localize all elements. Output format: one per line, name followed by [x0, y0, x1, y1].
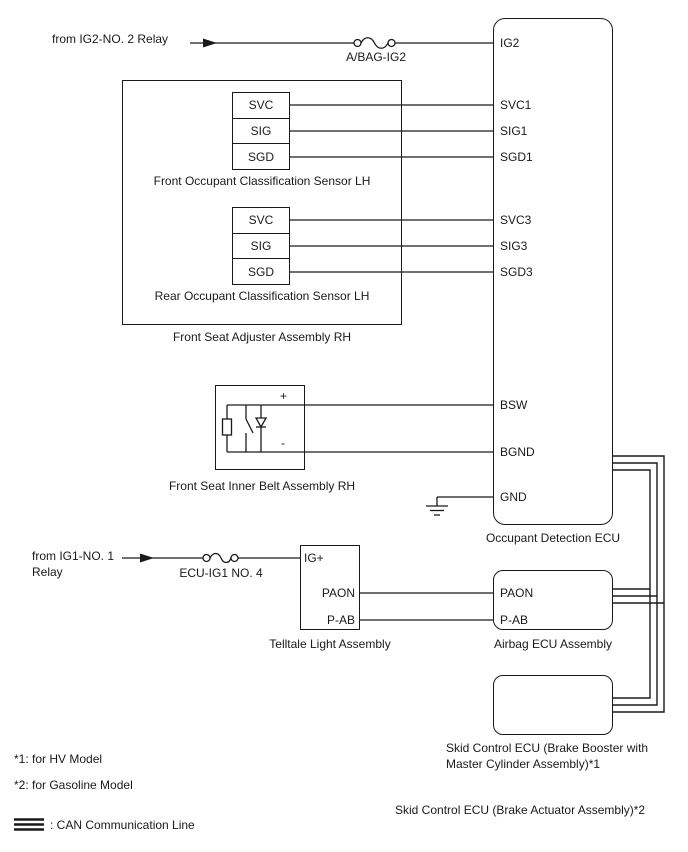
ecu-pin-gnd: GND [500, 490, 527, 504]
fuse-label-abag-ig2: A/BAG-IG2 [345, 50, 407, 64]
fuse-terminal-icon [388, 40, 395, 47]
occupant-detection-ecu-label: Occupant Detection ECU [485, 531, 621, 545]
seat-adjuster-label: Front Seat Adjuster Assembly RH [172, 330, 352, 344]
can-legend-icon [14, 820, 44, 830]
ig1-source-label-line2: Relay [32, 565, 63, 579]
belt-minus-terminal: - [281, 436, 285, 450]
telltale-label: Telltale Light Assembly [269, 637, 391, 651]
note-gasoline-model: *2: for Gasoline Model [14, 778, 133, 792]
front-occupant-sensor-box [232, 92, 290, 170]
skid-booster-label-line1: Skid Control ECU (Brake Booster with [446, 741, 649, 755]
can-line [613, 456, 664, 712]
pin-label: SVC [248, 98, 274, 113]
rear-sensor-pin-svc [233, 208, 289, 234]
telltale-pin-ig: IG+ [304, 551, 324, 565]
airbag-pin-paon: PAON [500, 586, 534, 600]
pin-label: SIG [250, 239, 272, 253]
fusible-link-icon [361, 38, 388, 49]
ecu-pin-svc3: SVC3 [500, 213, 532, 227]
ground-branch [426, 497, 493, 515]
rear-occupant-sensor-box [232, 207, 290, 285]
belt-plus-terminal: + [280, 389, 288, 403]
arrow-right-icon [203, 39, 217, 48]
can-line [613, 470, 650, 698]
inner-belt-assembly-box [215, 385, 305, 470]
note-hv-model: *1: for HV Model [14, 752, 103, 766]
front-sensor-pin-svc [233, 93, 289, 119]
front-sensor-pin-sig [233, 119, 289, 145]
ecu-pin-sig3: SIG3 [500, 239, 528, 253]
ig1-feed-wire [122, 554, 300, 563]
rear-sensor-label: Rear Occupant Classification Sensor LH [154, 289, 370, 303]
inner-belt-label: Front Seat Inner Belt Assembly RH [168, 479, 356, 493]
telltale-pin-pab: P-AB [326, 613, 355, 627]
fusible-link-icon [210, 554, 231, 563]
rear-sensor-pin-sgd [233, 259, 289, 284]
ecu-pin-ig2: IG2 [500, 36, 520, 50]
ecu-pin-bgnd: BGND [500, 445, 535, 459]
pin-label: SGD [247, 149, 274, 164]
rear-sensor-pin-sig [233, 234, 289, 260]
skid-booster-label-line2: Master Cylinder Assembly)*1 [446, 757, 601, 771]
skid-control-ecu-box [493, 675, 613, 735]
telltale-airbag-wires [360, 593, 493, 620]
ig2-source-label: from IG2-NO. 2 Relay [52, 32, 169, 46]
arrow-right-icon [140, 554, 154, 563]
ig1-source-label-line1: from IG1-NO. 1 [32, 549, 115, 563]
can-line [613, 463, 657, 705]
ecu-pin-sgd3: SGD3 [500, 265, 533, 279]
pin-label: SGD [247, 264, 274, 279]
pin-label: SIG [250, 124, 272, 138]
airbag-label: Airbag ECU Assembly [493, 637, 613, 651]
telltale-pin-paon: PAON [321, 586, 355, 600]
airbag-pin-pab: P-AB [500, 613, 529, 627]
front-sensor-label: Front Occupant Classification Sensor LH [153, 174, 371, 188]
ecu-pin-sig1: SIG1 [500, 124, 528, 138]
pin-label: SVC [248, 213, 274, 228]
front-sensor-pin-sgd [233, 144, 289, 169]
ecu-pin-svc1: SVC1 [500, 98, 532, 112]
ecu-pin-sgd1: SGD1 [500, 150, 533, 164]
can-legend-label: : CAN Communication Line [50, 818, 195, 832]
ecu-pin-bsw: BSW [500, 398, 528, 412]
ig2-feed-wire [190, 38, 493, 49]
skid-actuator-label: Skid Control ECU (Brake Actuator Assembly)*2 [395, 803, 646, 817]
fuse-label-ecu-ig1: ECU-IG1 NO. 4 [179, 566, 263, 580]
can-communication-lines [613, 456, 664, 712]
fuse-terminal-icon [354, 40, 361, 47]
fuse-terminal-icon [231, 555, 238, 562]
fuse-terminal-icon [203, 555, 210, 562]
